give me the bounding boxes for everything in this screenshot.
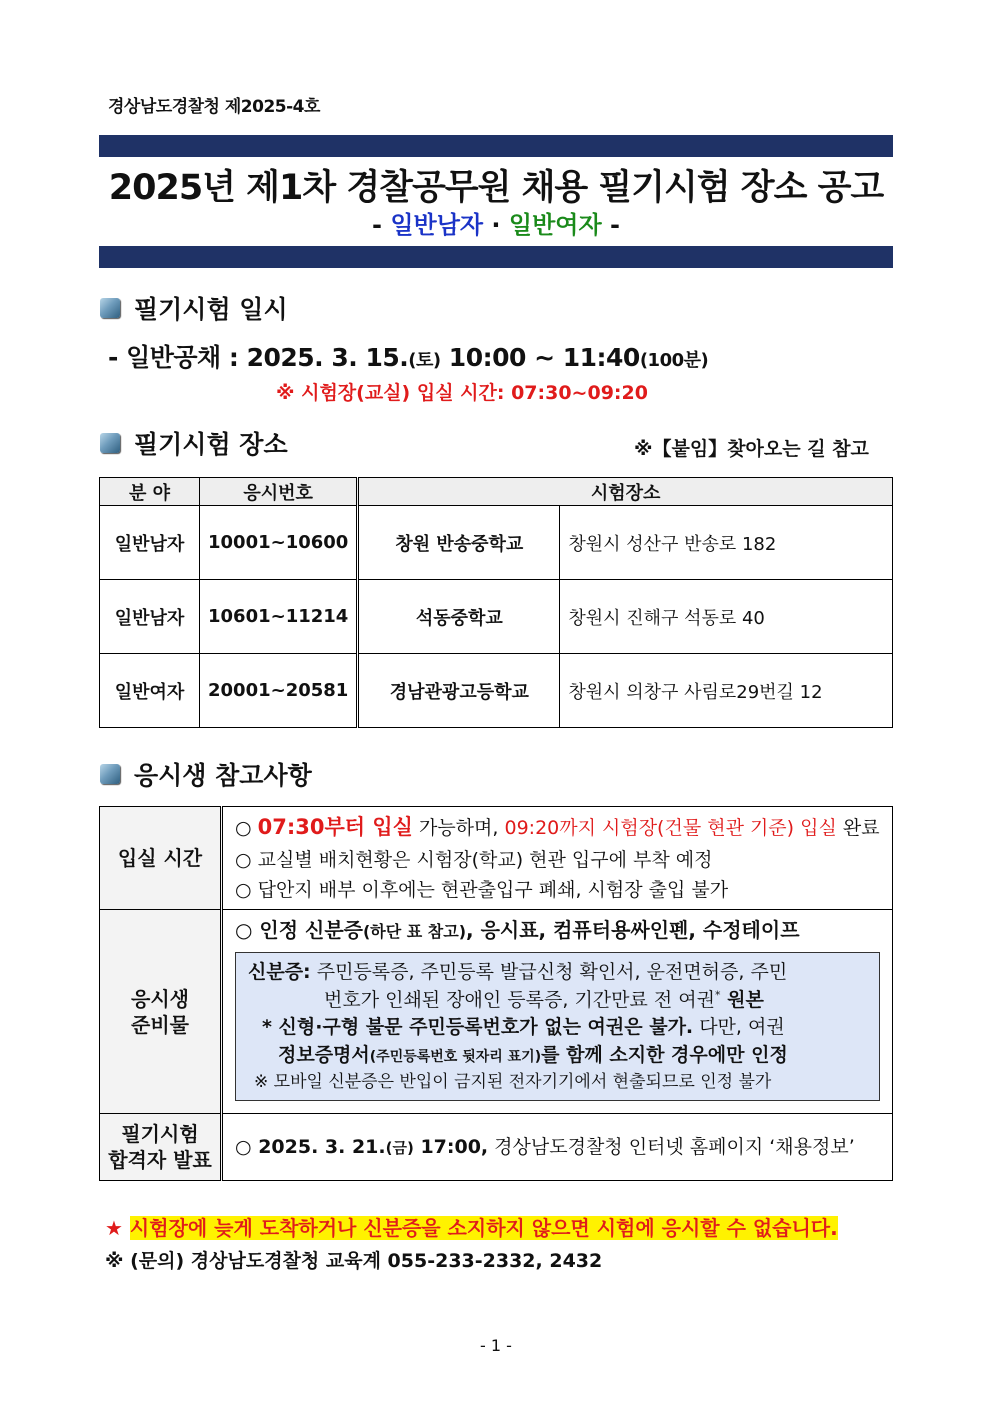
directions-reference: ※【붙임】찾아오는 길 참고 [634,438,869,460]
page-title: 2025년 제1차 경찰공무원 채용 필기시험 장소 공고 [108,168,884,208]
table-row [100,1114,893,1181]
prep-details: ○ 인정 신분증(하단 표 참고), 응시표, 컴퓨터용싸인펜, 수정테이프 신분증: 주민등록증, 주민등록 발급신청 확인서, 운전면허증, 주민 번호가 인쇄된 장애인 등록증, 기간만료 전 여권* 원본 * 신형·구형 불문 주민등록번호가 없는 여권은 불가. 다만, 여권 정보증명서(주민등록번호 뒷자리 표기)를 함께 소지한 경우에만 인정 ※ 모바일 신분증은 반입이 금지된 전자기기에서 현출되므로 인정 불가 [222,910,893,1114]
id-info-box: 신분증: 주민등록증, 주민등록 발급신청 확인서, 운전면허증, 주민 번호가 인쇄된 장애인 등록증, 기간만료 전 여권* 원본 * 신형·구형 불문 주민등록번호가 없는 여권은 불가. 다만, 여권 정보증명서(주민등록번호 뒷자리 표기)를 함께 소지한 경우에만 인정 ※ 모바일 신분증은 반입이 금지된 전자기기에서 현출되므로 인정 불가 [235,952,880,1101]
title-bar-top [99,135,893,157]
header-range: 응시번호 [200,478,358,506]
table-row: 일반남자 10601~11214 석동중학교 창원시 진해구 석동로 40 [100,580,893,654]
document-number: 경상남도경찰청 제2025-4호 [108,97,320,117]
subtitle-male: 일반남자 [390,211,484,239]
table-row [100,807,893,910]
table-row: 일반남자 10001~10600 창원 반송중학교 창원시 성산구 반송로 182 [100,506,893,580]
section-schedule: 필기시험 일시 [100,290,288,326]
result-label: 필기시험 합격자 발표 [100,1114,222,1181]
entry-time-details: ○ 07:30부터 입실 가능하며, 09:20까지 시험장(건물 현관 기준) 입실 완료 ○ 교실별 배치현황은 시험장(학교) 현관 입구에 부착 예정 ○ 답안지 배부 이후에는 현관출입구 폐쇄, 시험장 출입 불가 [222,807,893,910]
entry-time-label: 입실 시간 [100,807,222,910]
section-venue: 필기시험 장소 [100,425,288,461]
venue-table [99,477,893,728]
subtitle-female: 일반여자 [508,211,602,239]
warning-notice: ★ 시험장에 늦게 도착하거나 신분증을 소지하지 않으면 시험에 응시할 수 없습니다. [105,1216,838,1240]
header-field: 분 야 [100,478,200,506]
prep-label: 응시생 준비물 [100,910,222,1114]
star-icon: ★ [105,1216,130,1240]
table-row [100,910,893,1114]
inquiry-contact: ※ (문의) 경상남도경찰청 교육계 055-233-2332, 2432 [105,1250,603,1272]
notes-table [99,806,893,1181]
section-bullet-icon [100,433,120,453]
section-notes: 응시생 참고사항 [100,756,312,792]
section-bullet-icon [100,298,120,318]
table-row: 일반여자 20001~20581 경남관광고등학교 창원시 의창구 사림로29번길 12 [100,654,893,728]
page-subtitle: - 일반남자 · 일반여자 - [372,211,620,239]
exam-date: - 일반공채 : 2025. 3. 15.(토) 10:00 ~ 11:40(100분) [108,343,709,372]
section-bullet-icon [100,764,120,784]
result-details: ○ 2025. 3. 21.(금) 17:00, 경상남도경찰청 인터넷 홈페이지 ‘채용정보’ [222,1114,893,1181]
entry-time-notice: ※ 시험장(교실) 입실 시간: 07:30~09:20 [276,382,648,404]
page-number: - 1 - [480,1336,512,1355]
title-bar-bottom [99,246,893,268]
header-venue: 시험장소 [358,478,893,506]
